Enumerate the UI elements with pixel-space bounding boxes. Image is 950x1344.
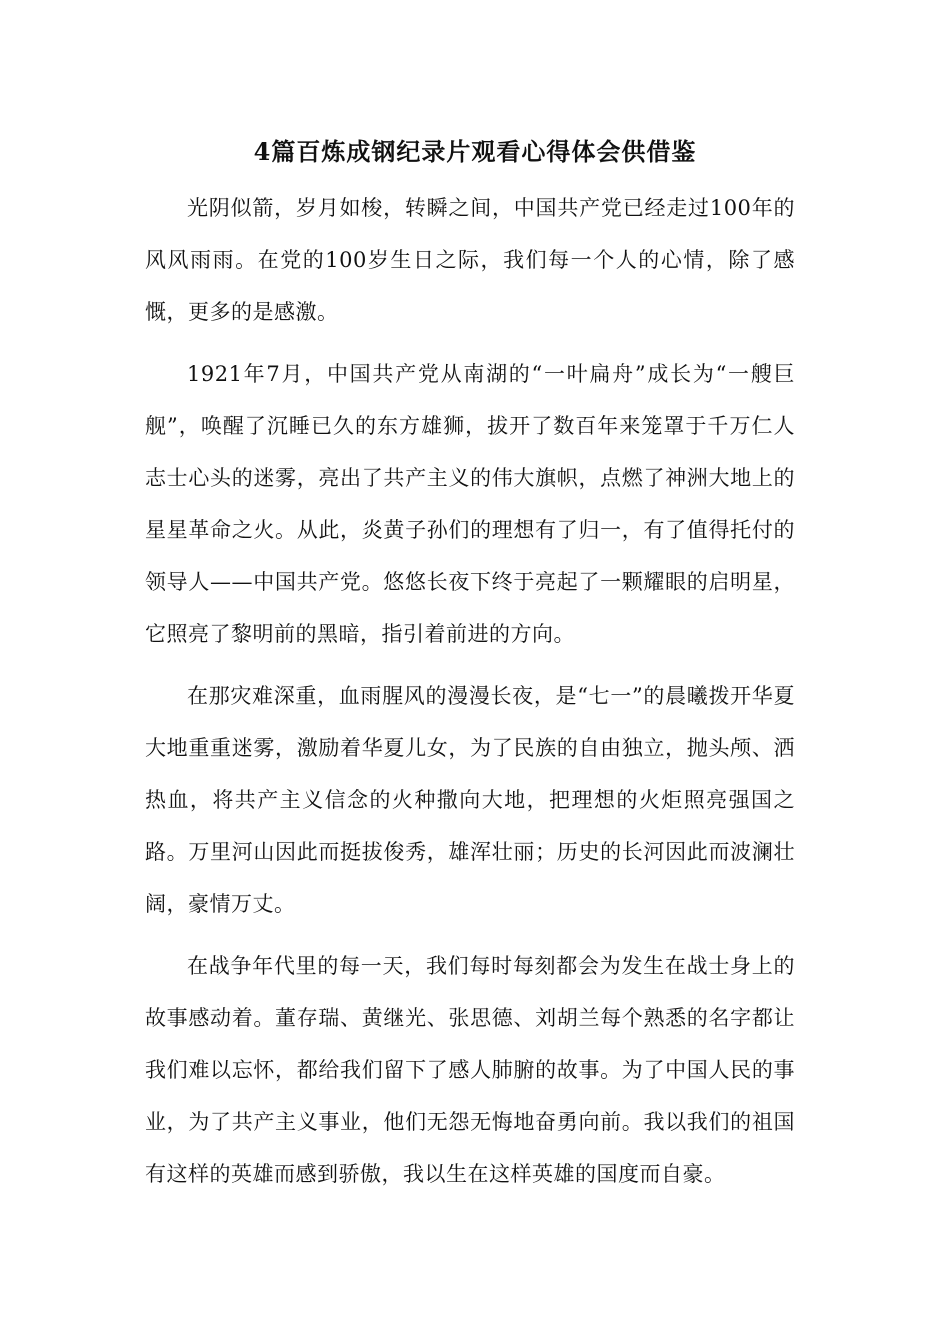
paragraph: 在那灾难深重，血雨腥风的漫漫长夜，是“七一”的晨曦拨开华夏大地重重迷雾，激励着华夏儿女，为了民族的自由独立，抛头颅、洒热血，将共产主义信念的火种撒向大地，把理想的火炬照亮强国之路。万里河山因此而挺拔俊秀，雄浑壮丽；历史的长河因此而波澜壮阔，豪情万丈。 bbox=[145, 684, 795, 916]
paragraph: 光阴似箭，岁月如梭，转瞬之间，中国共产党已经走过100年的风风雨雨。在党的100岁生日之际，我们每一个人的心情，除了感慨，更多的是感激。 bbox=[145, 196, 795, 324]
paragraph: 在战争年代里的每一天，我们每时每刻都会为发生在战士身上的故事感动着。董存瑞、黄继光、张思德、刘胡兰每个熟悉的名字都让我们难以忘怀，都给我们留下了感人肺腑的故事。为了中国人民的事业，为了共产主义事业，他们无怨无悔地奋勇向前。我以我们的祖国有这样的英雄而感到骄傲，我以生在这样英雄的国度而自豪。 bbox=[145, 954, 795, 1186]
document-body bbox=[145, 182, 795, 1200]
paragraph: 1921年7月，中国共产党从南湖的“一叶扁舟”成长为“一艘巨舰”，唤醒了沉睡已久的东方雄狮，拔开了数百年来笼罩于千万仁人志士心头的迷雾，亮出了共产主义的伟大旗帜，点燃了神洲大地上的星星革命之火。从此，炎黄子孙们的理想有了归一，有了值得托付的领导人——中国共产党。悠悠长夜下终于亮起了一颗耀眼的启明星，它照亮了黎明前的黑暗，指引着前进的方向。 bbox=[145, 362, 795, 646]
document-title: 4篇百炼成钢纪录片观看心得体会供借鉴 bbox=[253, 137, 697, 166]
